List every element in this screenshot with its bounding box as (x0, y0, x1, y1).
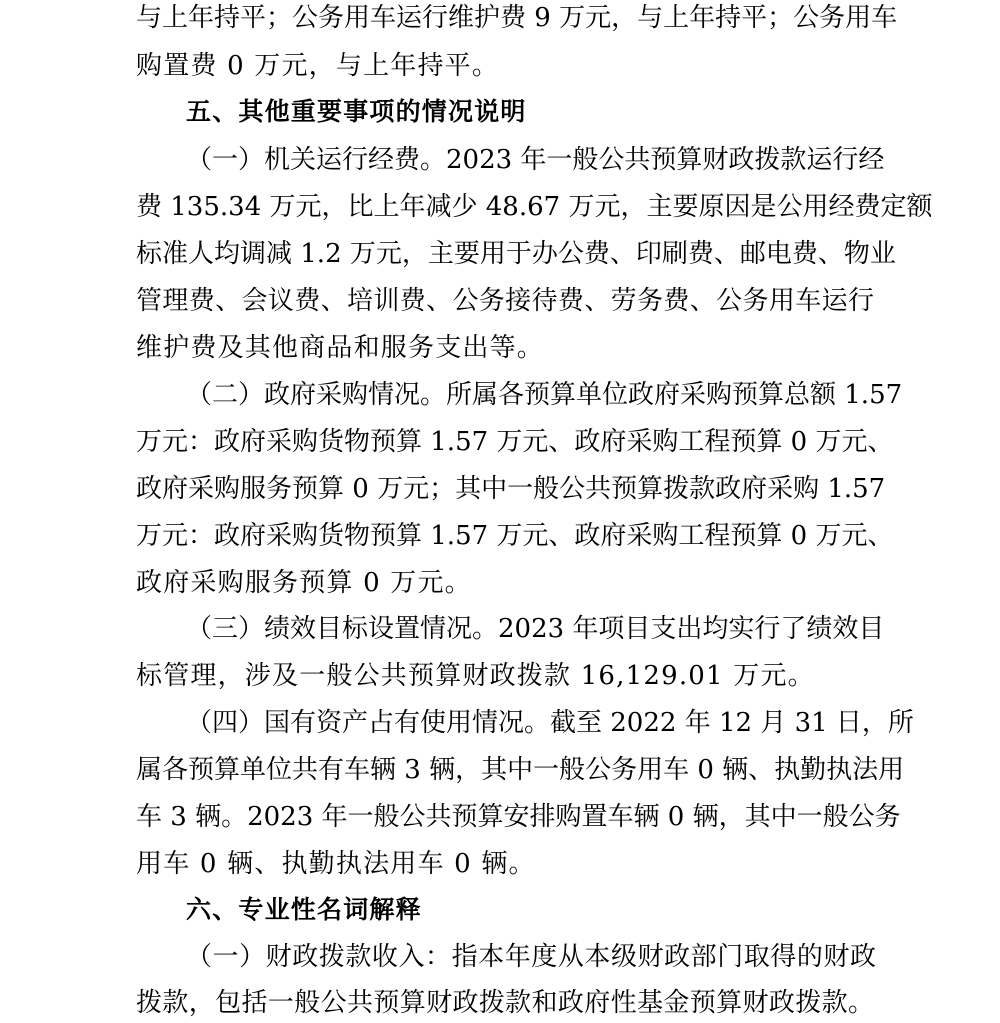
body-line: 管理费、会议费、培训费、公务接待费、劳务费、公务用车运行 (136, 286, 874, 316)
body-line: 与上年持平；公务用车运行维护费 9 万元，与上年持平；公务用车 (136, 3, 898, 33)
paragraph-line: （三）绩效目标设置情况。2023 年项目支出均实行了绩效目 (186, 614, 885, 644)
body-line: 标准人均调减 1.2 万元，主要用于办公费、印刷费、邮电费、物业 (136, 239, 896, 269)
body-line: 费 135.34 万元，比上年减少 48.67 万元，主要原因是公用经费定额 (136, 192, 933, 222)
paragraph-line: （二）政府采购情况。所属各预算单位政府采购预算总额 1.57 (186, 380, 903, 410)
body-line: 购置费 0 万元，与上年持平。 (136, 51, 500, 81)
body-line: 拨款，包括一般公共预算财政拨款和政府性基金预算财政拨款。 (136, 988, 874, 1018)
body-line: 车 3 辆。2023 年一般公共预算安排购置车辆 0 辆，其中一般公务 (136, 802, 901, 832)
body-line: 用车 0 辆、执勤执法用车 0 辆。 (136, 849, 536, 879)
body-line: 属各预算单位共有车辆 3 辆，其中一般公务用车 0 辆、执勤执法用 (136, 755, 905, 785)
paragraph-line: （一）财政拨款收入：指本年度从本级财政部门取得的财政 (186, 942, 876, 972)
body-line: 政府采购服务预算 0 万元。 (136, 568, 472, 598)
body-line: 万元：政府采购货物预算 1.57 万元、政府采购工程预算 0 万元、 (136, 521, 894, 551)
section-heading-5: 五、其他重要事项的情况说明 (186, 97, 527, 126)
body-line: 政府采购服务预算 0 万元；其中一般公共预算拨款政府采购 1.57 (136, 474, 886, 504)
body-line: 万元：政府采购货物预算 1.57 万元、政府采购工程预算 0 万元、 (136, 427, 894, 457)
section-heading-6: 六、专业性名词解释 (186, 895, 422, 924)
body-line: 标管理，涉及一般公共预算财政拨款 16,129.01 万元。 (136, 661, 815, 691)
body-line: 维护费及其他商品和服务支出等。 (136, 333, 545, 363)
paragraph-line: （一）机关运行经费。2023 年一般公共预算财政拨款运行经 (186, 145, 885, 175)
paragraph-line: （四）国有资产占有使用情况。截至 2022 年 12 月 31 日，所 (186, 708, 914, 738)
